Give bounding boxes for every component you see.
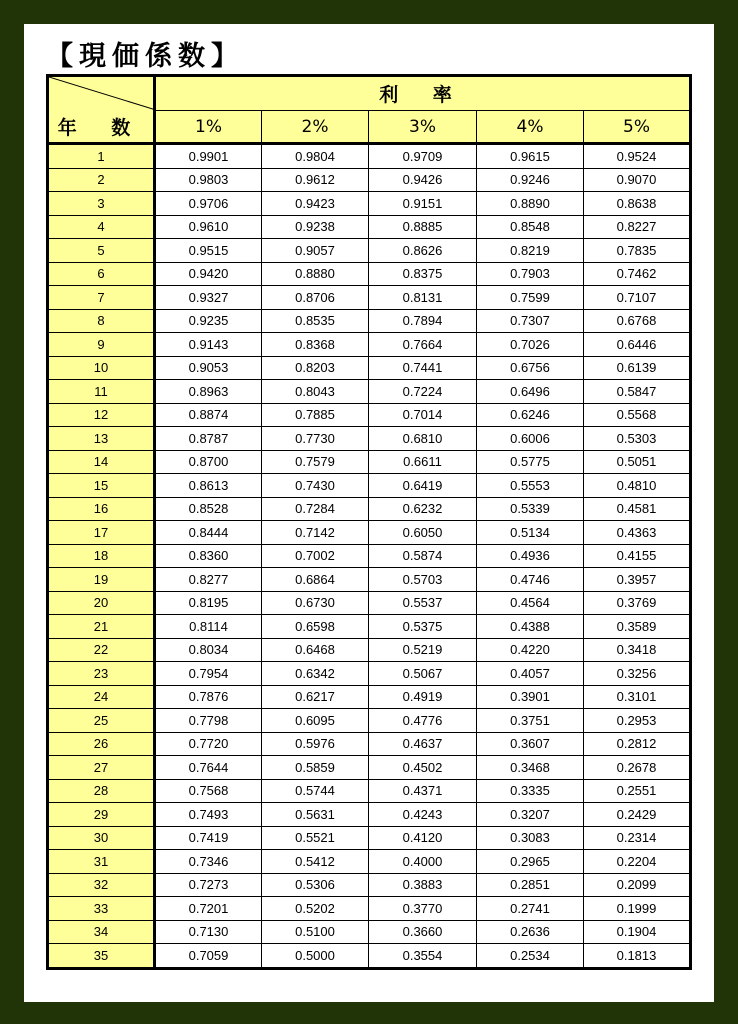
factor-cell: 0.5631: [262, 803, 369, 827]
factor-cell: 0.8444: [155, 521, 262, 545]
table-row: [48, 662, 691, 686]
factor-cell: 0.7894: [369, 309, 477, 333]
factor-cell: 0.2812: [584, 732, 691, 756]
factor-cell: 0.5202: [262, 897, 369, 921]
factor-cell: 0.2204: [584, 850, 691, 874]
factor-cell: 0.7430: [262, 474, 369, 498]
year-cell: 17: [48, 521, 155, 545]
factor-cell: 0.5874: [369, 544, 477, 568]
factor-cell: 0.5067: [369, 662, 477, 686]
factor-cell: 0.1813: [584, 944, 691, 969]
year-cell: 9: [48, 333, 155, 357]
factor-cell: 0.4810: [584, 474, 691, 498]
factor-cell: 0.7903: [477, 262, 584, 286]
table-row: [48, 521, 691, 545]
year-cell: 4: [48, 215, 155, 239]
year-cell: 33: [48, 897, 155, 921]
rate-header-cell: 4%: [477, 111, 584, 144]
year-cell: 27: [48, 756, 155, 780]
factor-cell: 0.7142: [262, 521, 369, 545]
rate-group-header: 利 率: [155, 76, 691, 111]
factor-cell: 0.3335: [477, 779, 584, 803]
factor-cell: 0.4637: [369, 732, 477, 756]
rate-header-cell: 1%: [155, 111, 262, 144]
factor-cell: 0.2965: [477, 850, 584, 874]
year-cell: 18: [48, 544, 155, 568]
factor-cell: 0.9612: [262, 168, 369, 192]
year-cell: 7: [48, 286, 155, 310]
factor-cell: 0.5219: [369, 638, 477, 662]
factor-cell: 0.9057: [262, 239, 369, 263]
factor-cell: 0.8626: [369, 239, 477, 263]
factor-cell: 0.4581: [584, 497, 691, 521]
table-row: [48, 920, 691, 944]
factor-cell: 0.7307: [477, 309, 584, 333]
factor-cell: 0.7885: [262, 403, 369, 427]
factor-cell: 0.4564: [477, 591, 584, 615]
rate-header-cell: 2%: [262, 111, 369, 144]
factor-cell: 0.5303: [584, 427, 691, 451]
factor-cell: 0.7419: [155, 826, 262, 850]
factor-cell: 0.9238: [262, 215, 369, 239]
factor-cell: 0.6864: [262, 568, 369, 592]
year-cell: 31: [48, 850, 155, 874]
table-row: [48, 685, 691, 709]
factor-cell: 0.4388: [477, 615, 584, 639]
table-row: [48, 403, 691, 427]
table-row: [48, 215, 691, 239]
factor-cell: 0.6246: [477, 403, 584, 427]
rate-header-cell: 3%: [369, 111, 477, 144]
factor-cell: 0.9151: [369, 192, 477, 216]
factor-cell: 0.3607: [477, 732, 584, 756]
table-row: [48, 615, 691, 639]
table-row: [48, 450, 691, 474]
factor-cell: 0.7579: [262, 450, 369, 474]
factor-cell: 0.4776: [369, 709, 477, 733]
table-row: [48, 474, 691, 498]
year-cell: 13: [48, 427, 155, 451]
table-row: [48, 192, 691, 216]
table-row: [48, 638, 691, 662]
factor-cell: 0.7002: [262, 544, 369, 568]
factor-cell: 0.5859: [262, 756, 369, 780]
factor-cell: 0.9803: [155, 168, 262, 192]
factor-cell: 0.5412: [262, 850, 369, 874]
factor-cell: 0.2099: [584, 873, 691, 897]
table-row: [48, 239, 691, 263]
factor-cell: 0.8528: [155, 497, 262, 521]
factor-cell: 0.5775: [477, 450, 584, 474]
year-cell: 10: [48, 356, 155, 380]
factor-cell: 0.5375: [369, 615, 477, 639]
factor-cell: 0.9804: [262, 144, 369, 169]
year-cell: 15: [48, 474, 155, 498]
factor-cell: 0.2741: [477, 897, 584, 921]
factor-cell: 0.8034: [155, 638, 262, 662]
table-row: [48, 380, 691, 404]
factor-cell: 0.8277: [155, 568, 262, 592]
year-cell: 14: [48, 450, 155, 474]
factor-cell: 0.9235: [155, 309, 262, 333]
factor-cell: 0.6095: [262, 709, 369, 733]
table-row: [48, 709, 691, 733]
factor-cell: 0.3468: [477, 756, 584, 780]
factor-cell: 0.8114: [155, 615, 262, 639]
factor-cell: 0.8638: [584, 192, 691, 216]
year-cell: 20: [48, 591, 155, 615]
factor-cell: 0.6217: [262, 685, 369, 709]
factor-cell: 0.8963: [155, 380, 262, 404]
factor-cell: 0.3101: [584, 685, 691, 709]
factor-cell: 0.9420: [155, 262, 262, 286]
table-row: [48, 826, 691, 850]
factor-cell: 0.8706: [262, 286, 369, 310]
factor-cell: 0.4243: [369, 803, 477, 827]
page-title: 【現価係数】: [46, 41, 244, 72]
year-cell: 8: [48, 309, 155, 333]
factor-cell: 0.6050: [369, 521, 477, 545]
factor-cell: 0.4000: [369, 850, 477, 874]
factor-cell: 0.5306: [262, 873, 369, 897]
year-cell: 21: [48, 615, 155, 639]
factor-cell: 0.4502: [369, 756, 477, 780]
factor-cell: 0.7284: [262, 497, 369, 521]
factor-cell: 0.7201: [155, 897, 262, 921]
factor-cell: 0.6756: [477, 356, 584, 380]
factor-cell: 0.4371: [369, 779, 477, 803]
year-cell: 34: [48, 920, 155, 944]
factor-cell: 0.8535: [262, 309, 369, 333]
factor-cell: 0.5100: [262, 920, 369, 944]
factor-cell: 0.4155: [584, 544, 691, 568]
factor-cell: 0.2314: [584, 826, 691, 850]
factor-cell: 0.2551: [584, 779, 691, 803]
factor-cell: 0.3083: [477, 826, 584, 850]
factor-cell: 0.9426: [369, 168, 477, 192]
year-cell: 12: [48, 403, 155, 427]
factor-cell: 0.2851: [477, 873, 584, 897]
factor-cell: 0.1999: [584, 897, 691, 921]
factor-cell: 0.1904: [584, 920, 691, 944]
factor-cell: 0.5134: [477, 521, 584, 545]
year-cell: 23: [48, 662, 155, 686]
factor-cell: 0.2429: [584, 803, 691, 827]
table-row: [48, 262, 691, 286]
factor-cell: 0.9423: [262, 192, 369, 216]
factor-cell: 0.2678: [584, 756, 691, 780]
factor-cell: 0.5568: [584, 403, 691, 427]
year-cell: 5: [48, 239, 155, 263]
factor-cell: 0.5553: [477, 474, 584, 498]
factor-cell: 0.7014: [369, 403, 477, 427]
factor-cell: 0.4746: [477, 568, 584, 592]
factor-cell: 0.5339: [477, 497, 584, 521]
year-cell: 32: [48, 873, 155, 897]
table-row: [48, 168, 691, 192]
factor-cell: 0.4936: [477, 544, 584, 568]
year-cell: 2: [48, 168, 155, 192]
factor-cell: 0.4057: [477, 662, 584, 686]
factor-cell: 0.9327: [155, 286, 262, 310]
factor-cell: 0.7224: [369, 380, 477, 404]
factor-cell: 0.5537: [369, 591, 477, 615]
factor-cell: 0.3554: [369, 944, 477, 969]
factor-cell: 0.5051: [584, 450, 691, 474]
factor-cell: 0.8227: [584, 215, 691, 239]
factor-cell: 0.7462: [584, 262, 691, 286]
factor-cell: 0.3769: [584, 591, 691, 615]
factor-cell: 0.3901: [477, 685, 584, 709]
rate-header-cell: 5%: [584, 111, 691, 144]
factor-cell: 0.7026: [477, 333, 584, 357]
table-row: [48, 286, 691, 310]
factor-cell: 0.6446: [584, 333, 691, 357]
factor-cell: 0.7493: [155, 803, 262, 827]
factor-cell: 0.9524: [584, 144, 691, 169]
years-label: 年 数: [57, 117, 145, 139]
factor-cell: 0.3207: [477, 803, 584, 827]
factor-cell: 0.6730: [262, 591, 369, 615]
factor-cell: 0.6139: [584, 356, 691, 380]
table-row: [48, 591, 691, 615]
factor-cell: 0.7730: [262, 427, 369, 451]
factor-cell: 0.6598: [262, 615, 369, 639]
factor-cell: 0.6232: [369, 497, 477, 521]
table-row: [48, 873, 691, 897]
table-row: [48, 803, 691, 827]
year-cell: 29: [48, 803, 155, 827]
year-cell: 19: [48, 568, 155, 592]
year-cell: 30: [48, 826, 155, 850]
factor-cell: 0.8203: [262, 356, 369, 380]
year-cell: 35: [48, 944, 155, 969]
factor-cell: 0.8613: [155, 474, 262, 498]
table-row: [48, 333, 691, 357]
table-row: [48, 732, 691, 756]
factor-cell: 0.2953: [584, 709, 691, 733]
factor-cell: 0.5521: [262, 826, 369, 850]
table-row: [48, 756, 691, 780]
factor-cell: 0.4120: [369, 826, 477, 850]
factor-cell: 0.7954: [155, 662, 262, 686]
table-body: [48, 144, 691, 969]
factor-cell: 0.7107: [584, 286, 691, 310]
factor-cell: 0.5703: [369, 568, 477, 592]
corner-header: [48, 76, 155, 144]
factor-cell: 0.7599: [477, 286, 584, 310]
factor-cell: 0.8548: [477, 215, 584, 239]
year-cell: 24: [48, 685, 155, 709]
factor-cell: 0.7346: [155, 850, 262, 874]
factor-cell: 0.9709: [369, 144, 477, 169]
factor-cell: 0.8787: [155, 427, 262, 451]
year-cell: 11: [48, 380, 155, 404]
factor-cell: 0.7059: [155, 944, 262, 969]
factor-cell: 0.6006: [477, 427, 584, 451]
factor-cell: 0.8368: [262, 333, 369, 357]
factor-cell: 0.9615: [477, 144, 584, 169]
factor-cell: 0.6810: [369, 427, 477, 451]
factor-cell: 0.9246: [477, 168, 584, 192]
table-row: [48, 850, 691, 874]
factor-cell: 0.3770: [369, 897, 477, 921]
factor-cell: 0.8375: [369, 262, 477, 286]
factor-cell: 0.6496: [477, 380, 584, 404]
page-content: [24, 24, 714, 1002]
year-cell: 6: [48, 262, 155, 286]
year-cell: 28: [48, 779, 155, 803]
factor-cell: 0.4363: [584, 521, 691, 545]
factor-cell: 0.9515: [155, 239, 262, 263]
factor-cell: 0.8700: [155, 450, 262, 474]
factor-cell: 0.8890: [477, 192, 584, 216]
year-cell: 22: [48, 638, 155, 662]
factor-cell: 0.3957: [584, 568, 691, 592]
factor-cell: 0.8195: [155, 591, 262, 615]
factor-cell: 0.6468: [262, 638, 369, 662]
factor-cell: 0.8043: [262, 380, 369, 404]
factor-cell: 0.8874: [155, 403, 262, 427]
factor-cell: 0.3418: [584, 638, 691, 662]
factor-cell: 0.8131: [369, 286, 477, 310]
factor-cell: 0.3256: [584, 662, 691, 686]
year-cell: 1: [48, 144, 155, 169]
table-row: [48, 779, 691, 803]
table-row: [48, 427, 691, 451]
factor-cell: 0.7664: [369, 333, 477, 357]
factor-cell: 0.8885: [369, 215, 477, 239]
factor-cell: 0.6419: [369, 474, 477, 498]
factor-cell: 0.7644: [155, 756, 262, 780]
factor-cell: 0.5976: [262, 732, 369, 756]
year-cell: 25: [48, 709, 155, 733]
table-row: [48, 568, 691, 592]
present-value-factor-table: [46, 74, 692, 970]
factor-cell: 0.9143: [155, 333, 262, 357]
factor-cell: 0.7441: [369, 356, 477, 380]
factor-cell: 0.3883: [369, 873, 477, 897]
factor-cell: 0.7273: [155, 873, 262, 897]
factor-cell: 0.7876: [155, 685, 262, 709]
table-row: [48, 309, 691, 333]
factor-cell: 0.6611: [369, 450, 477, 474]
factor-cell: 0.2636: [477, 920, 584, 944]
table-row: [48, 356, 691, 380]
factor-cell: 0.4919: [369, 685, 477, 709]
factor-cell: 0.6342: [262, 662, 369, 686]
factor-cell: 0.3589: [584, 615, 691, 639]
factor-cell: 0.9706: [155, 192, 262, 216]
factor-cell: 0.3660: [369, 920, 477, 944]
factor-cell: 0.9610: [155, 215, 262, 239]
factor-cell: 0.7835: [584, 239, 691, 263]
factor-cell: 0.3751: [477, 709, 584, 733]
year-cell: 26: [48, 732, 155, 756]
factor-cell: 0.8880: [262, 262, 369, 286]
factor-cell: 0.8219: [477, 239, 584, 263]
table-row: [48, 144, 691, 169]
factor-cell: 0.7130: [155, 920, 262, 944]
table-row: [48, 544, 691, 568]
factor-cell: 0.6768: [584, 309, 691, 333]
factor-cell: 0.9901: [155, 144, 262, 169]
factor-cell: 0.5847: [584, 380, 691, 404]
factor-cell: 0.9053: [155, 356, 262, 380]
factor-cell: 0.5744: [262, 779, 369, 803]
factor-cell: 0.7568: [155, 779, 262, 803]
table-row: [48, 897, 691, 921]
factor-cell: 0.5000: [262, 944, 369, 969]
factor-cell: 0.2534: [477, 944, 584, 969]
factor-cell: 0.8360: [155, 544, 262, 568]
year-cell: 3: [48, 192, 155, 216]
factor-cell: 0.7798: [155, 709, 262, 733]
table-row: [48, 944, 691, 969]
table-row: [48, 497, 691, 521]
factor-cell: 0.7720: [155, 732, 262, 756]
factor-cell: 0.4220: [477, 638, 584, 662]
year-cell: 16: [48, 497, 155, 521]
factor-cell: 0.9070: [584, 168, 691, 192]
